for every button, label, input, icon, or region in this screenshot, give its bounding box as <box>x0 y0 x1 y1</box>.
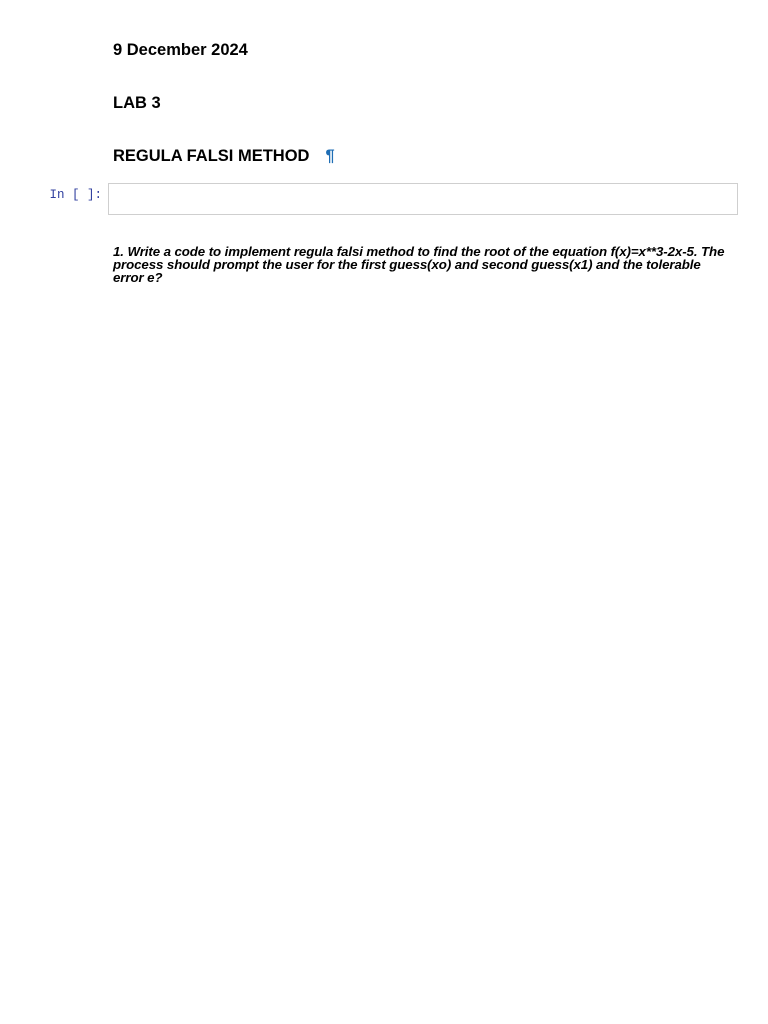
method-heading <box>113 146 335 166</box>
code-cell-input[interactable] <box>108 183 738 215</box>
date-heading <box>113 40 248 60</box>
anchor-link-icon[interactable]: ¶ <box>325 147 335 165</box>
lab-heading-text: LAB 3 <box>113 94 161 112</box>
question-text: 1. Write a code to implement regula falsi method to find the root of the equation f(x)=x**3-2x-5. The process should prompt the user for the first guess(xo) and second guess(x1) and the tolerable error e? <box>113 244 725 285</box>
lab-heading <box>113 93 161 113</box>
method-heading-text: REGULA FALSI METHOD <box>113 147 310 165</box>
date-heading-text: 9 December 2024 <box>113 41 248 59</box>
cell-prompt: In [ ]: <box>49 188 102 202</box>
